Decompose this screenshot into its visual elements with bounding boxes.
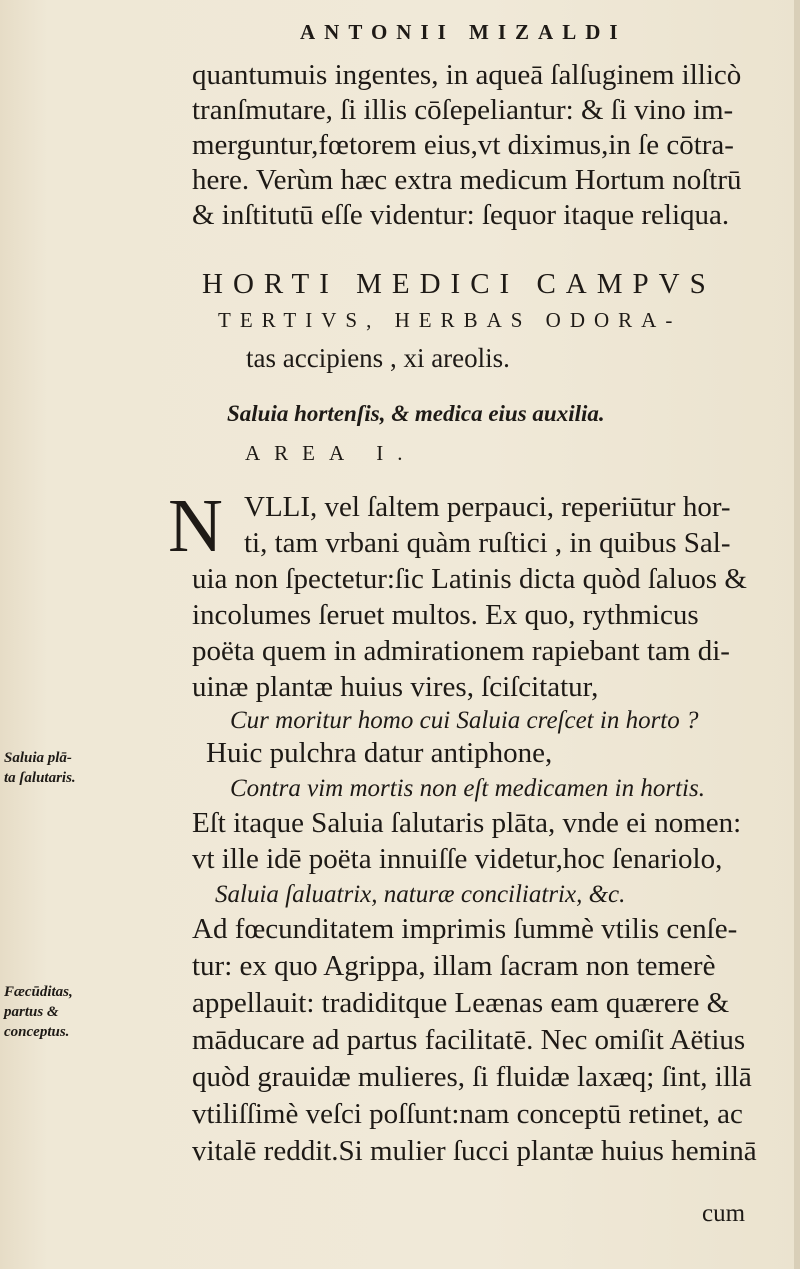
verse-answer: Contra vim mortis non eſt medicamen in hortis. (230, 775, 705, 802)
text-line: uinæ plantæ huius vires, ſciſcitatur, (192, 671, 599, 703)
page-edge (794, 0, 800, 1269)
text-line: vt ille idē poëta innuiſſe videtur,hoc ſenariolo, (192, 843, 723, 875)
text-line: here. Verùm hæc extra medicum Hortum noſtrū (192, 164, 742, 196)
text-line: VLLI, vel ſaltem perpauci, reperiūtur hor- (244, 491, 731, 523)
marginal-line: Fæcūditas, (4, 984, 73, 1000)
verse-senariolo: Saluia ſaluatrix, naturæ conciliatrix, &c. (215, 881, 626, 908)
chapter-subheading: TERTIVS, HERBAS ODORA- (218, 308, 682, 332)
text-line: appellauit: tradiditque Leænas eam quærere & (192, 987, 730, 1019)
text-line: quantumuis ingentes, in aqueā ſalſuginem illicò (192, 59, 742, 91)
chapter-heading: HORTI MEDICI CAMPVS (202, 268, 716, 300)
text-line: māducare ad partus facilitatē. Nec omiſit Aëtius (192, 1024, 746, 1056)
marginal-line: ta ſalutaris. (4, 770, 76, 786)
verse-question: Cur moritur homo cui Saluia creſcet in horto ? (230, 707, 699, 734)
antiphone-line: Huic pulchra datur antiphone, (206, 737, 553, 769)
text-line: vtiliſſimè veſci poſſunt:nam conceptū retinet, ac (192, 1098, 743, 1130)
text-line: incolumes ſeruet multos. Ex quo, rythmicus (192, 599, 699, 631)
section-title: Saluia hortenſis, & medica eius auxilia. (227, 401, 605, 426)
marginal-note (4, 748, 76, 788)
running-head: ANTONII MIZALDI (300, 20, 627, 44)
marginal-line: partus & (4, 1004, 59, 1020)
text-line: tur: ex quo Agrippa, illam ſacram non temerè (192, 950, 716, 982)
chapter-subheading-end: tas accipiens , xi areolis. (246, 343, 510, 373)
catchword: cum (702, 1200, 746, 1227)
marginal-line: Saluia plā- (4, 750, 72, 766)
marginal-line: conceptus. (4, 1024, 70, 1040)
text-line: tranſmutare, ſi illis cōſepeliantur: & ſi vino im- (192, 94, 734, 126)
text-line: Eſt itaque Saluia ſalutaris plāta, vnde ei nomen: (192, 807, 742, 839)
text-line: & inſtitutū eſſe videntur: ſequor itaque reliqua. (192, 199, 730, 231)
text-line: merguntur,fœtorem eius,vt diximus,in ſe cōtra- (192, 129, 734, 161)
text-line: poëta quem in admirationem rapiebant tam di- (192, 635, 730, 667)
area-label: AREA I. (245, 441, 417, 465)
text-line: ti, tam vrbani quàm ruſtici , in quibus Sal- (244, 527, 731, 559)
text-line: vitalē reddit.Si mulier ſucci plantæ huius heminā (192, 1135, 757, 1167)
marginal-note (4, 982, 73, 1042)
text-line: quòd grauidæ mulieres, ſi fluidæ laxæq; ſint, illā (192, 1061, 752, 1093)
text-line: Ad fœcunditatem imprimis ſummè vtilis cenſe- (192, 913, 738, 945)
text-line: uia non ſpectetur:ſic Latinis dicta quòd ſaluos & (192, 563, 747, 595)
drop-capital: N (168, 484, 223, 568)
